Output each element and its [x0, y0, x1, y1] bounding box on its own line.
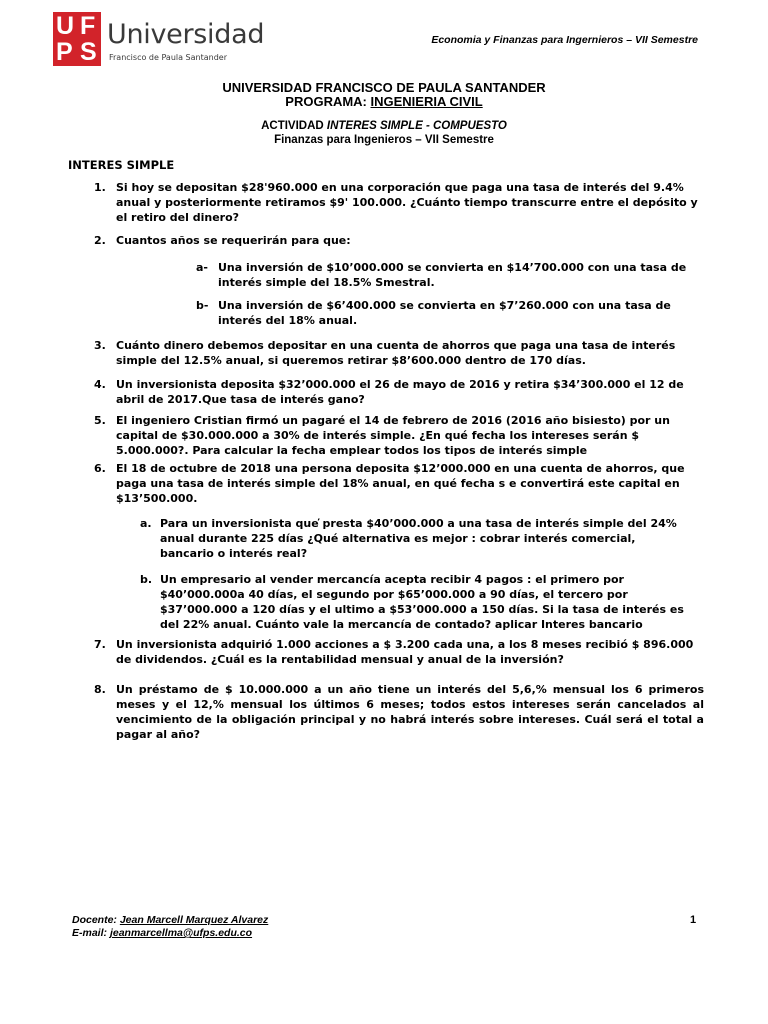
- section-heading: INTERES SIMPLE: [68, 158, 175, 172]
- question-text: El ingeniero Cristian firmó un pagaré el 14 de febrero de 2016 (2016 año bisiesto) por un capital de $30.000.000 a 30% de interés simple. ¿En qué fecha los intereses serán $ 5.000.000?. Para calcular la fecha emplear todos los tipos de interés simple: [116, 414, 670, 457]
- header-course: Economia y Finanzas para Ingernieros – VII Semestre: [431, 34, 698, 46]
- question-text: Un inversionista adquirió 1.000 acciones a $ 3.200 cada una, a los 8 meses recibió $ 896.000 de dividendos. ¿Cuál es la rentabilidad mensual y anual de la inversión?: [116, 638, 694, 666]
- activity-label: ACTIVIDAD: [261, 120, 327, 132]
- course-subtitle: Finanzas para Ingenieros – VII Semestre: [274, 134, 494, 146]
- question-text: Un empresario al vender mercancía acepta recibir 4 pagos : el primero por $40’000.000a 40 días, el segundo por $65’000.000 a 90 días, el tercero por $37’000.000 a 120 días y el ultimo a $53’000.000 a 150 días. Si la tasa de interés es del 22% anual. Cuánto vale la mercancía de contado? aplicar Interes bancario: [160, 573, 684, 631]
- question-text: Si hoy se depositan $28'960.000 en una corporación que paga una tasa de interés del 9.4% anual y posteriormente retiramos $9' 100.000. ¿Cuánto tiempo transcurre entre el depósito y el retiro del dinero?: [116, 181, 698, 224]
- question-text: Un préstamo de $ 10.000.000 a un año tiene un interés del 5,6,% mensual los 6 primeros meses y el 12,% mensual los últimos 6 meses; todos estos intereses serán cancelados al vencimiento de la obligación principal y no habrá interés sobre intereses. Cuál será el total a pagar al año?: [116, 683, 704, 741]
- activity-topic: INTERES SIMPLE - COMPUESTO: [326, 120, 507, 132]
- question-text: Cuantos años se requerirán para que:: [116, 234, 351, 247]
- email-link[interactable]: jeanmarcellma@ufps.edu.co: [109, 927, 253, 939]
- question-text: Una inversión de $6’400.000 se convierta en $7’260.000 con una tasa de interés del 18% anual.: [218, 299, 671, 327]
- question-text: Cuánto dinero debemos depositar en una cuenta de ahorros que paga una tasa de interés simple del 12.5% anual, si queremos retirar $8’600.000 dentro de 170 días.: [116, 339, 676, 367]
- ufps-logo: [53, 12, 265, 66]
- question-number: 6.: [94, 462, 106, 475]
- question-text: Un inversionista deposita $32’000.000 el 26 de mayo de 2016 y retira $34’300.000 el 12 de abril de 2017.Que tasa de interés gano?: [116, 378, 684, 406]
- university-title: UNIVERSIDAD FRANCISCO DE PAULA SANTANDER: [222, 80, 546, 95]
- docente-label: Docente:: [72, 914, 120, 926]
- question-number: a.: [140, 517, 152, 530]
- question-number: 1.: [94, 181, 106, 194]
- question-number: a-: [196, 261, 208, 274]
- program-label: PROGRAMA:: [285, 94, 371, 109]
- question-number: 8.: [94, 683, 106, 696]
- question-number: b.: [140, 573, 153, 586]
- footer-email: [72, 927, 252, 939]
- logo-name: Universidad: [107, 19, 265, 50]
- question-number: 5.: [94, 414, 106, 427]
- page-number: 1: [690, 914, 697, 926]
- logo-subtitle: Francisco de Paula Santander: [109, 53, 228, 62]
- logo-letter-p: P: [56, 38, 73, 66]
- program-title: [0, 94, 768, 109]
- email-label: E-mail:: [72, 927, 110, 939]
- question-text: El 18 de octubre de 2018 una persona deposita $12’000.000 en una cuenta de ahorros, que paga una tasa de interés simple del 18% anual, en qué fecha s e convertirá este capital en $13’500.000.: [116, 462, 685, 505]
- question-number: 7.: [94, 638, 106, 651]
- logo-letter-f: F: [80, 12, 96, 40]
- question-number: 2.: [94, 234, 106, 247]
- question-text: Una inversión de $10’000.000 se convierta en $14’700.000 con una tasa de interés simple del 18.5% Smestral.: [218, 261, 687, 289]
- question-text: Para un inversionista que̕ presta $40’000.000 a una tasa de interés simple del 24% anual durante 225 días ¿Qué alternativa es mejor : cobrar interés comercial, bancario o interés real?: [160, 517, 677, 560]
- question-number: 4.: [94, 378, 106, 391]
- question-number: b-: [196, 299, 209, 312]
- logo-red-box: [53, 12, 101, 66]
- question-number: 3.: [94, 339, 106, 352]
- logo-letter-u: U: [56, 12, 75, 40]
- footer-docente: [72, 914, 268, 926]
- program-name: INGENIERIA CIVIL: [370, 94, 483, 109]
- activity-title: [0, 120, 768, 132]
- docente-name: Jean Marcell Marquez Alvarez: [119, 914, 269, 926]
- logo-letter-s: S: [80, 38, 97, 66]
